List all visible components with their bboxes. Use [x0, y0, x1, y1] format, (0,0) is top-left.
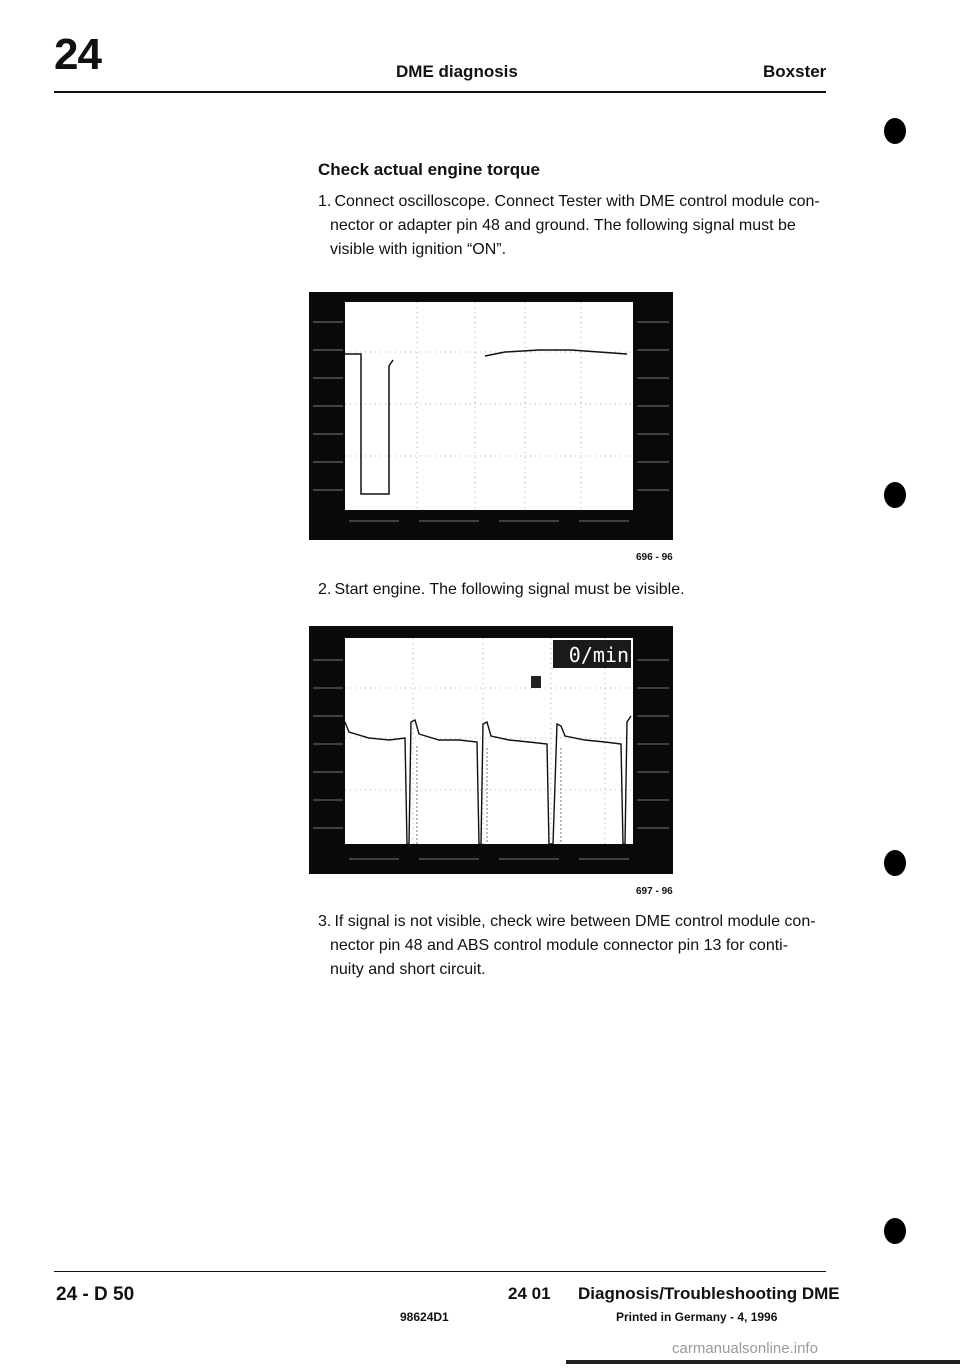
- section-code: 24 01: [508, 1284, 551, 1303]
- step-line: nuity and short circuit.: [330, 961, 486, 978]
- margin-dot: [884, 118, 906, 144]
- chapter-number: 24: [54, 30, 101, 79]
- figure-label: 697 - 96: [636, 886, 673, 897]
- document-number: 98624D1: [400, 1310, 449, 1324]
- step-line: nector or adapter pin 48 and ground. The following signal must be: [330, 217, 796, 234]
- section-title: Check actual engine torque: [318, 160, 540, 179]
- step-3: [318, 910, 838, 982]
- printed-note: Printed in Germany - 4, 1996: [616, 1310, 778, 1324]
- figure-label: 696 - 96: [636, 552, 673, 563]
- step-1: [318, 190, 838, 262]
- step-number: 1.: [318, 193, 332, 210]
- oscilloscope-figure-1: [309, 292, 673, 540]
- margin-dot: [884, 1218, 906, 1244]
- header-title: DME diagnosis: [396, 62, 518, 81]
- margin-dot: [884, 482, 906, 508]
- step-line: Connect oscilloscope. Connect Tester with DME control module con-: [334, 193, 820, 210]
- step-number: 2.: [318, 581, 332, 598]
- header-model: Boxster: [763, 62, 827, 81]
- step-line: If signal is not visible, check wire between DME control module con-: [334, 913, 816, 930]
- rpm-readout: 0/min: [568, 643, 629, 667]
- footer-rule: [54, 1271, 826, 1272]
- step-number: 3.: [318, 913, 332, 930]
- step-line: Start engine. The following signal must be visible.: [334, 581, 685, 598]
- watermark: carmanualsonline.info: [672, 1340, 818, 1357]
- section-name: Diagnosis/Troubleshooting DME: [578, 1284, 840, 1303]
- bottom-rule: [566, 1360, 960, 1364]
- step-line: nector pin 48 and ABS control module connector pin 13 for conti-: [330, 937, 789, 954]
- oscilloscope-figure-2: [309, 626, 673, 874]
- header-rule: [54, 91, 826, 93]
- step-line: visible with ignition “ON”.: [330, 241, 507, 258]
- page-number: 24 - D 50: [56, 1284, 135, 1305]
- margin-dot: [884, 850, 906, 876]
- step-2: [318, 578, 838, 602]
